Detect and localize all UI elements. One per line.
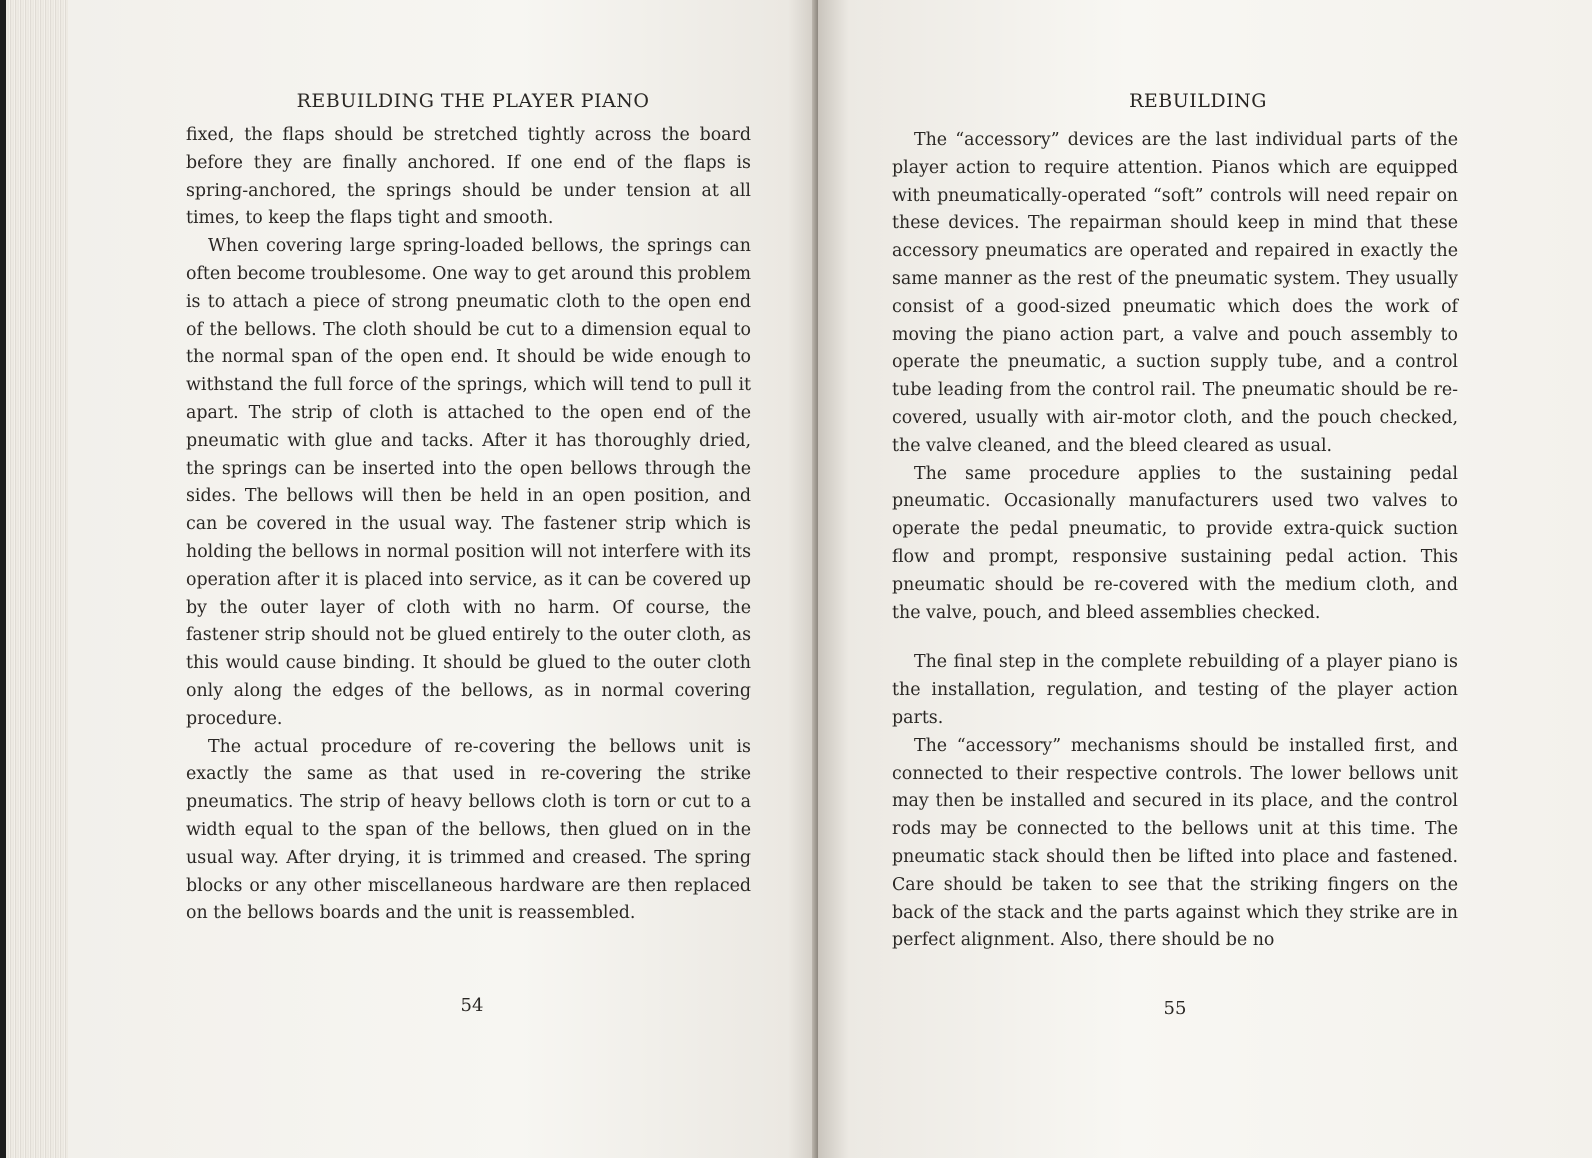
right-running-head: REBUILDING <box>1129 90 1267 112</box>
right-page <box>818 0 1592 1158</box>
left-paragraph-1: fixed, the flaps should be stretched tightly across the board before they are finally anchored. If one end of the flaps is spring-anchored, the springs should be under tension at all times, to keep the flaps tight and smooth. <box>186 125 751 229</box>
left-paragraph-3: The actual procedure of re-covering the bellows unit is exactly the same as that used in re-covering the strike pneumatics. The strip of heavy bellows cloth is torn or cut to a width equal to the span of the bellows, then glued on in the usual way. After drying, it is trimmed and creased. The spring blocks or any other miscellaneous hardware are then replaced on the bellows boards and the unit is reassembled. <box>186 736 751 924</box>
left-paragraph-2: When covering large spring-loaded bellows, the springs can often become troublesome. One way to get around this problem is to attach a piece of strong pneumatic cloth to the open end of the bellows. The cloth should be cut to a dimension equal to the normal span of the open end. It should be wide enough to withstand the full force of the springs, which will tend to pull it apart. The strip of cloth is attached to the open end of the pneumatic with glue and tacks. After it has thoroughly dried, the springs can be inserted into the open bellows through the sides. The bellows will then be held in an open position, and can be covered in the usual way. The fastener strip which is holding the bellows in normal position will not interfere with its operation after it is placed into service, as it can be covered up by the outer layer of cloth with no harm. Of course, the fastener strip should not be glued entirely to the outer cloth, as this would cause binding. It should be glued to the outer cloth only along the edges of the bellows, as in normal covering procedure. <box>186 236 751 729</box>
left-running-head: REBUILDING THE PLAYER PIANO <box>296 90 650 112</box>
right-body-text <box>892 127 1458 955</box>
page-edges <box>0 0 69 1158</box>
left-page <box>68 0 818 1158</box>
right-paragraph-2: The same procedure applies to the sustaining pedal pneumatic. Occasionally manufacturers used two valves to operate the pedal pneumatic, to provide extra-quick suction flow and prompt, responsive sustaining pedal action. This pneumatic should be re-covered with the medium cloth, and the valve, pouch, and bleed assemblies checked. <box>892 463 1458 623</box>
left-body-text <box>186 122 751 928</box>
right-paragraph-3: The final step in the complete rebuilding of a player piano is the installation, regulation, and testing of the player action parts. <box>892 652 1458 728</box>
right-page-number: 55 <box>1163 998 1187 1019</box>
left-page-number: 54 <box>460 995 484 1016</box>
right-paragraph-1: The “accessory” devices are the last individual parts of the player action to require attention. Pianos which are equipped with pneumatically-operated “soft” controls will need repair on these devices. The repairman should keep in mind that these accessory pneumatics are operated and repaired in exactly the same manner as the rest of the pneumatic system. They usually consist of a good-sized pneumatic which does the work of moving the piano action part, a valve and pouch assembly to operate the pneumatic, a suction supply tube, and a control tube leading from the control rail. The pneumatic should be re-covered, usually with air-motor cloth, and the pouch checked, the valve cleaned, and the bleed cleared as usual. <box>892 130 1458 456</box>
right-paragraph-4: The “accessory” mechanisms should be installed first, and connected to their respective controls. The lower bellows unit may then be installed and secured in its place, and the control rods may be connected to the bellows unit at this time. The pneumatic stack should then be lifted into place and fastened. Care should be taken to see that the striking fingers on the back of the stack and the parts against which they strike are in perfect alignment. Also, there should be no <box>892 735 1458 951</box>
